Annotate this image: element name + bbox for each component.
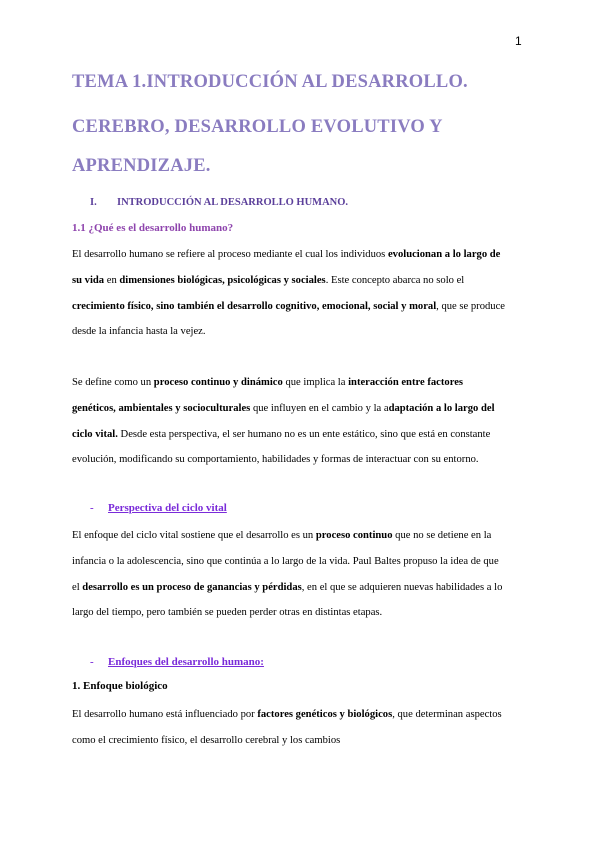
title-line-3: APRENDIZAJE. bbox=[72, 156, 211, 176]
paragraph-line: El desarrollo humano se refiere al proceso mediante el cual los individuos evolucionan a lo largo de bbox=[72, 249, 501, 260]
bullet-label[interactable]: Perspectiva del ciclo vital bbox=[108, 502, 227, 514]
bullet-label[interactable]: Enfoques del desarrollo humano: bbox=[108, 656, 264, 668]
item-label: . Enfoque biológico bbox=[77, 680, 168, 692]
section-heading bbox=[90, 197, 348, 208]
bullet-dash: - bbox=[90, 502, 94, 514]
bullet-dash: - bbox=[90, 656, 94, 668]
title-line-1: TEMA 1.INTRODUCCIÓN AL DESARROLLO. bbox=[72, 72, 468, 92]
paragraph-line: desde la infancia hasta la vejez. bbox=[72, 326, 206, 338]
title-line-2: CEREBRO, DESARROLLO EVOLUTIVO Y bbox=[72, 117, 443, 137]
paragraph-line: El desarrollo humano está influenciado por factores genéticos y biológicos, que determinan aspectos bbox=[72, 709, 502, 720]
enfoque-biologico-heading bbox=[72, 680, 168, 692]
paragraph-line: infancia o la adolescencia, sino que continúa a lo largo de la vida. Paul Baltes propuso la idea de que bbox=[72, 555, 499, 567]
paragraph-line: Se define como un proceso continuo y dinámico que implica la interacción entre factores bbox=[72, 377, 464, 388]
paragraph-4 bbox=[72, 702, 528, 754]
item-number: 1 bbox=[72, 680, 78, 692]
paragraph-line: el desarrollo es un proceso de ganancias y pérdidas, en el que se adquieren nuevas habilidades a lo bbox=[72, 581, 503, 593]
bullet-perspectiva-ciclo-vital[interactable] bbox=[90, 502, 227, 514]
bullet-enfoques-desarrollo[interactable] bbox=[90, 656, 264, 668]
paragraph-1 bbox=[72, 242, 528, 345]
paragraph-line: como el crecimiento físico, el desarrollo cerebral y los cambios bbox=[72, 734, 341, 746]
page-number: 1 bbox=[515, 34, 522, 48]
paragraph-line: crecimiento físico, sino también el desarrollo cognitivo, emocional, social y moral, que se produce bbox=[72, 300, 505, 312]
paragraph-line: ciclo vital. Desde esta perspectiva, el ser humano no es un ente estático, sino que está en constante bbox=[72, 428, 491, 440]
paragraph-line: evolución, modificando su comportamiento, habilidades y formas de interactuar con su entorno. bbox=[72, 454, 479, 466]
subsection-heading: 1.1 ¿Qué es el desarrollo humano? bbox=[72, 222, 234, 234]
paragraph-line: su vida en dimensiones biológicas, psicológicas y sociales. Este concepto abarca no solo el bbox=[72, 274, 465, 286]
section-label: INTRODUCCIÓN AL DESARROLLO HUMANO. bbox=[117, 197, 349, 208]
paragraph-3 bbox=[72, 523, 528, 626]
paragraph-line: El enfoque del ciclo vital sostiene que el desarrollo es un proceso continuo que no se detiene en la bbox=[72, 530, 492, 541]
paragraph-2 bbox=[72, 370, 528, 473]
paragraph-line: largo del tiempo, pero también se pueden perder otras en distintas etapas. bbox=[72, 607, 383, 619]
section-number: I. bbox=[90, 197, 97, 208]
paragraph-line: genéticos, ambientales y socioculturales que influyen en el cambio y la adaptación a lo largo del bbox=[72, 402, 495, 414]
